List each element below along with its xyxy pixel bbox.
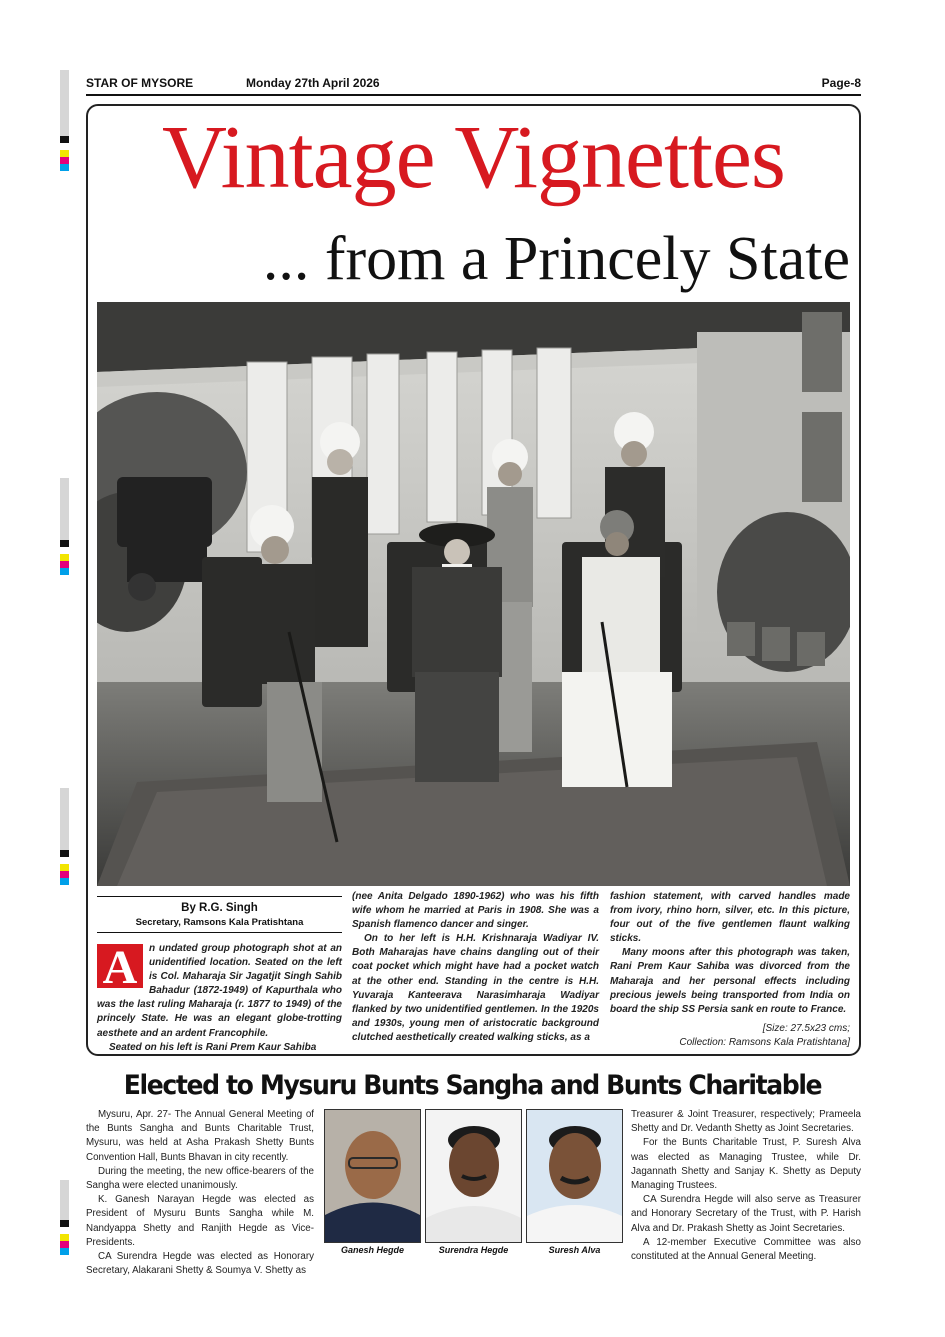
- page-number: Page-8: [821, 76, 861, 90]
- portrait-caption: Surendra Hegde: [438, 1245, 509, 1255]
- photo-size-note: [610, 1022, 850, 1050]
- paragraph: CA Surendra Hegde will also serve as Treasurer and Honorary Secretary of the Trust, with P. Harish Alva and Dr. Prakash Shetty as Joint Secretaries.: [631, 1194, 861, 1234]
- size-note-line: Collection: Ramsons Kala Pratishtana]: [679, 1037, 850, 1048]
- feature-title: Vintage Vignettes: [162, 108, 785, 207]
- byline-rule: [97, 932, 342, 933]
- publication-name: STAR OF MYSORE: [86, 76, 194, 90]
- paragraph: During the meeting, the new office-bearers of the Sangha were elected unanimously.: [86, 1165, 314, 1192]
- color-swatch-strip: [60, 850, 69, 885]
- paragraph: On to her left is H.H. Krishnaraja Wadiyar IV. Both Maharajas have chains dangling out of their coat pocket which might have had a pocket watch at the other end. Standing in the centre is H.H. Yuvaraja Kanteerava Narasimharaja Wadiyar flanked by two unidentified gentlemen. In the 1920s and 1930s, young men of aristocratic background clutched aesthetically created walking sticks, as a: [352, 933, 599, 1043]
- registration-bar: [60, 478, 69, 540]
- story-headline: Elected to Mysuru Bunts Sangha and Bunts Charitable: [123, 1070, 822, 1101]
- paragraph: (nee Anita Delgado 1890-1962) who was his fifth wife whom he married at Paris in 1908. She was a Spanish flamenco dancer and singer.: [352, 891, 599, 931]
- paragraph: For the Bunts Charitable Trust, P. Suresh Alva was elected as Managing Trustee, while Dr. Jagannath Shetty and Sanjay K. Shetty as Deputy Managing Trustees.: [631, 1137, 861, 1192]
- feature-column-1: [97, 942, 342, 1055]
- color-swatch-strip: [60, 1220, 69, 1255]
- portrait-caption: Ganesh Hegde: [340, 1245, 405, 1255]
- paragraph: fashion statement, with carved handles made from ivory, rhino horn, silver, etc. In this picture, four out of the five gentlemen flaunt walking sticks.: [610, 891, 850, 945]
- issue-date: Monday 27th April 2026: [246, 76, 380, 90]
- drop-cap: A: [97, 944, 143, 988]
- masthead-rule: [86, 94, 861, 96]
- byline-rule: [97, 896, 342, 897]
- paragraph: Seated on his left is Rani Prem Kaur Sahiba: [109, 1041, 317, 1053]
- author-name: By R.G. Singh: [181, 902, 258, 914]
- paragraph: A 12-member Executive Committee was also constituted at the Annual General Meeting.: [631, 1236, 861, 1263]
- size-note-line: [Size: 27.5x23 cms;: [762, 1023, 850, 1034]
- portrait-suresh-alva: [526, 1109, 623, 1243]
- portrait-ganesh-hegde: [324, 1109, 421, 1243]
- story-left-column: [86, 1108, 314, 1278]
- portrait-surendra-hegde: [425, 1109, 522, 1243]
- vintage-group-photograph: [97, 302, 850, 886]
- registration-bar: [60, 70, 69, 136]
- color-swatch-strip: [60, 136, 69, 171]
- registration-bar: [60, 1180, 69, 1220]
- paragraph: K. Ganesh Narayan Hegde was elected as President of Mysuru Bunts Sangha while M. Nandyappa Shetty and Ranjith Hegde as Vice-Presidents.: [86, 1194, 314, 1248]
- paragraph: Many moons after this photograph was taken, Rani Prem Kaur Sahiba was divorced from the Maharaja and her personal effects including precious jewels being transported from India on board the ship SS Persia sank en route to France.: [610, 947, 850, 1015]
- paragraph: n undated group photograph shot at an unidentified location. Seated on the left is Col. Maharaja Sir Jagatjit Singh Sahib Bahadur (1872-1949) of Kapurthala who was the last ruling Maharaja (r. 1877 to 1949) of the princely State. He was an elegant globe-trotting aesthete and an ardent Francophile.: [97, 943, 342, 1039]
- feature-column-3: [610, 890, 850, 1017]
- author-role: Secretary, Ramsons Kala Pratishtana: [135, 917, 304, 928]
- paragraph: CA Surendra Hegde was elected as Honorary Secretary, Alakarani Shetty & Soumya V. Shetty as: [86, 1251, 314, 1277]
- paragraph: Mysuru, Apr. 27- The Annual General Meeting of the Bunts Sangha and Bunts Charitable Trust, Mysuru, was held at Asha Prakash Shetty Bunts Convention Hall, Bunts Bhavan in city recently.: [86, 1109, 314, 1163]
- paragraph: Treasurer & Joint Treasurer, respectively; Prameela Shetty and Dr. Vedanth Shetty as Joint Secretaries.: [631, 1109, 861, 1135]
- feature-subtitle: ... from a Princely State: [262, 225, 850, 293]
- masthead: [86, 76, 861, 92]
- story-right-column: [631, 1108, 861, 1264]
- color-swatch-strip: [60, 540, 69, 575]
- byline-block: [97, 896, 342, 933]
- portrait-caption: Suresh Alva: [548, 1245, 601, 1255]
- feature-column-2: [352, 890, 599, 1045]
- registration-bar: [60, 788, 69, 850]
